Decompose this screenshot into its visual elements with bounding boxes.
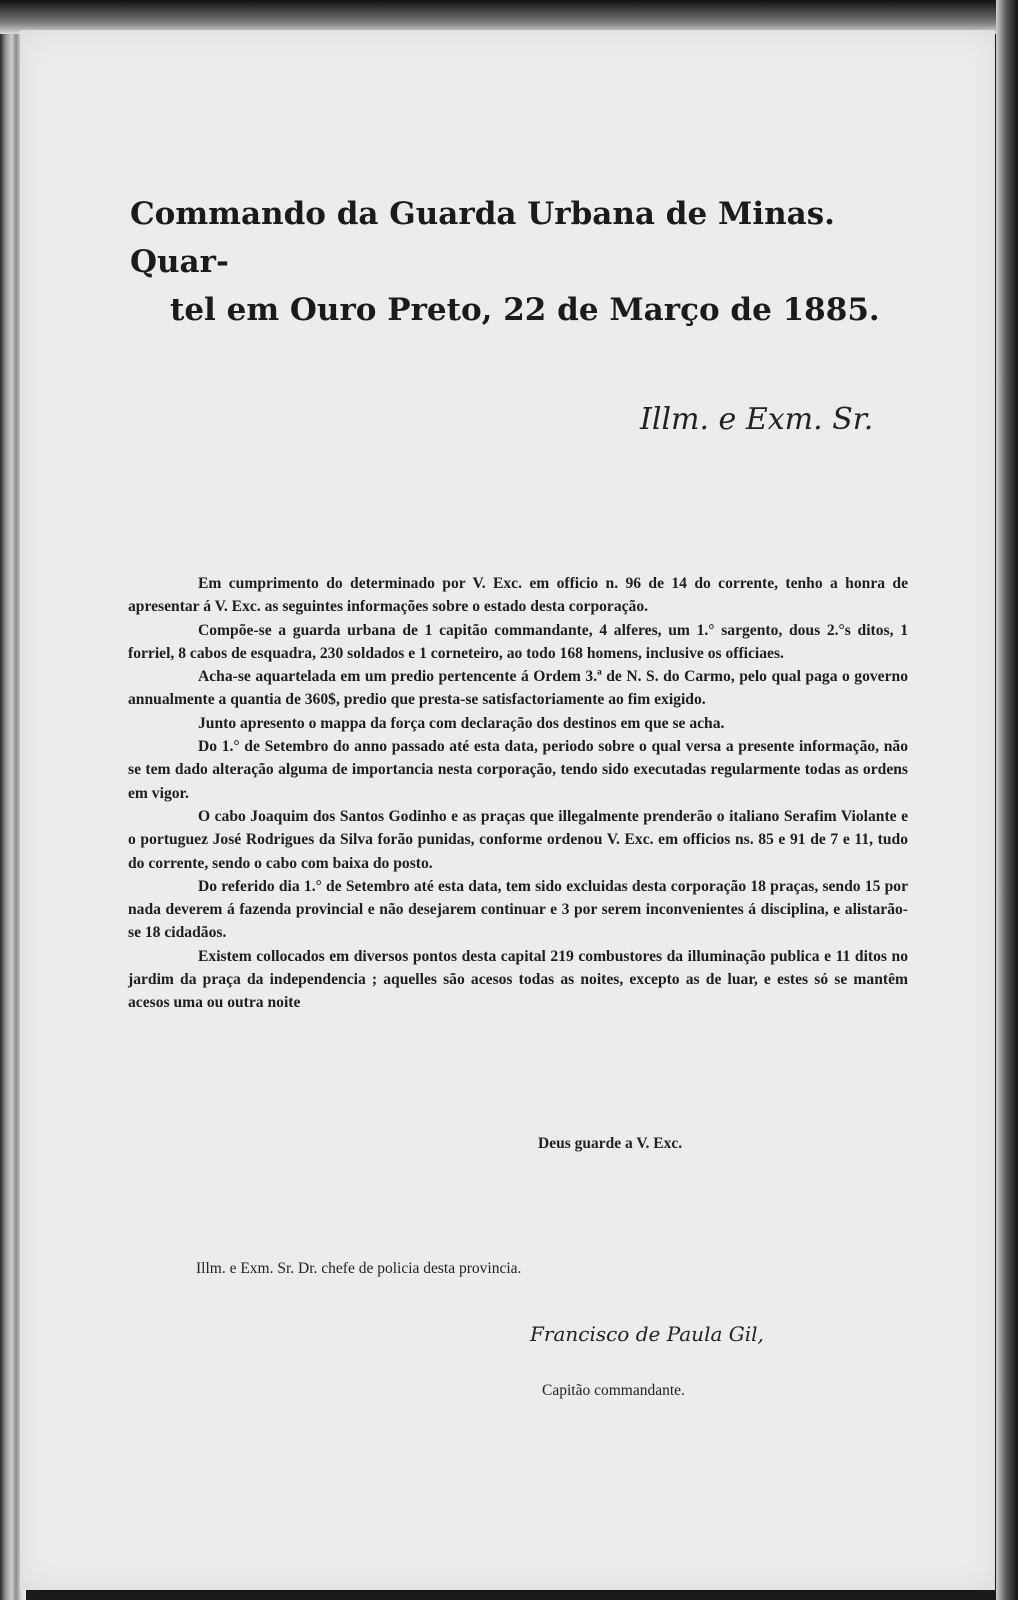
paragraph: Junto apresento o mappa da força com declaração dos destinos em que se acha. bbox=[198, 714, 725, 732]
heading-line-2: tel em Ouro Preto, 22 de Março de 1885. bbox=[170, 292, 880, 328]
document-heading bbox=[130, 190, 910, 334]
paragraph: Do 1.° de Setembro do anno passado até esta data, periodo sobre o qual versa a presente informação, não se tem dado alteração alguma de importancia nesta corporação, tendo sido executadas regularmente todas as ordens em vigor. bbox=[128, 738, 908, 802]
closing-line: Deus guarde a V. Exc. bbox=[538, 1135, 683, 1152]
paragraph: Existem collocados em diversos pontos desta capital 219 combustores da illuminação publica e 11 ditos no jardim da praça da independencia ; aquelles são acesos todas as noites, excepto as de luar, e estes só se mantêm acesos uma ou outra noite bbox=[128, 947, 908, 1012]
signature: Francisco de Paula Gil, bbox=[530, 1322, 764, 1346]
signatory-rank: Capitão commandante. bbox=[542, 1382, 685, 1399]
paragraph: Compõe-se a guarda urbana de 1 capitão commandante, 4 alferes, um 1.° sargento, dous 2.°s ditos, 1 forriel, 8 cabos de esquadra, 230 soldados e 1 corneteiro, ao todo 168 homens, inclusive os officiaes. bbox=[128, 621, 908, 662]
heading-line-1: Commando da Guarda Urbana de Minas. Quar- bbox=[130, 196, 835, 280]
addressee: Illm. e Exm. Sr. Dr. chefe de policia desta provincia. bbox=[196, 1260, 522, 1277]
paragraph: O cabo Joaquim dos Santos Godinho e as praças que illegalmente prenderão o italiano Serafim Violante e o portuguez José Rodrigues da Silva forão punidas, conforme ordenou V. Exc. em officios ns. 85 e 91 de 7 e 11, tudo do corrente, sendo o cabo com baixa do posto. bbox=[128, 807, 908, 872]
paragraph: Em cumprimento do determinado por V. Exc. em officio n. 96 de 14 do corrente, tenho a honra de apresentar á V. Exc. as seguintes informações sobre o estado desta corporação. bbox=[128, 575, 908, 616]
paragraph: Acha-se aquartelada em um predio pertencente á Ordem 3.ª de N. S. do Carmo, pelo qual paga o governo annualmente a quantia de 360$, predio que presta-se satisfactoriamente ao fim exigido. bbox=[128, 668, 908, 709]
paragraph: Do referido dia 1.° de Setembro até esta data, tem sido excluidas desta corporação 18 praças, sendo 15 por nada deverem á fazenda provincial e não desejarem continuar e 3 por serem inconvenientes á disciplina, e alistarão-se 18 cidadãos. bbox=[128, 877, 908, 942]
salutation: Illm. e Exm. Sr. bbox=[640, 402, 874, 437]
page-top-edge bbox=[0, 0, 1018, 34]
page-right-edge bbox=[996, 0, 1018, 1600]
letter-body bbox=[128, 572, 908, 1015]
